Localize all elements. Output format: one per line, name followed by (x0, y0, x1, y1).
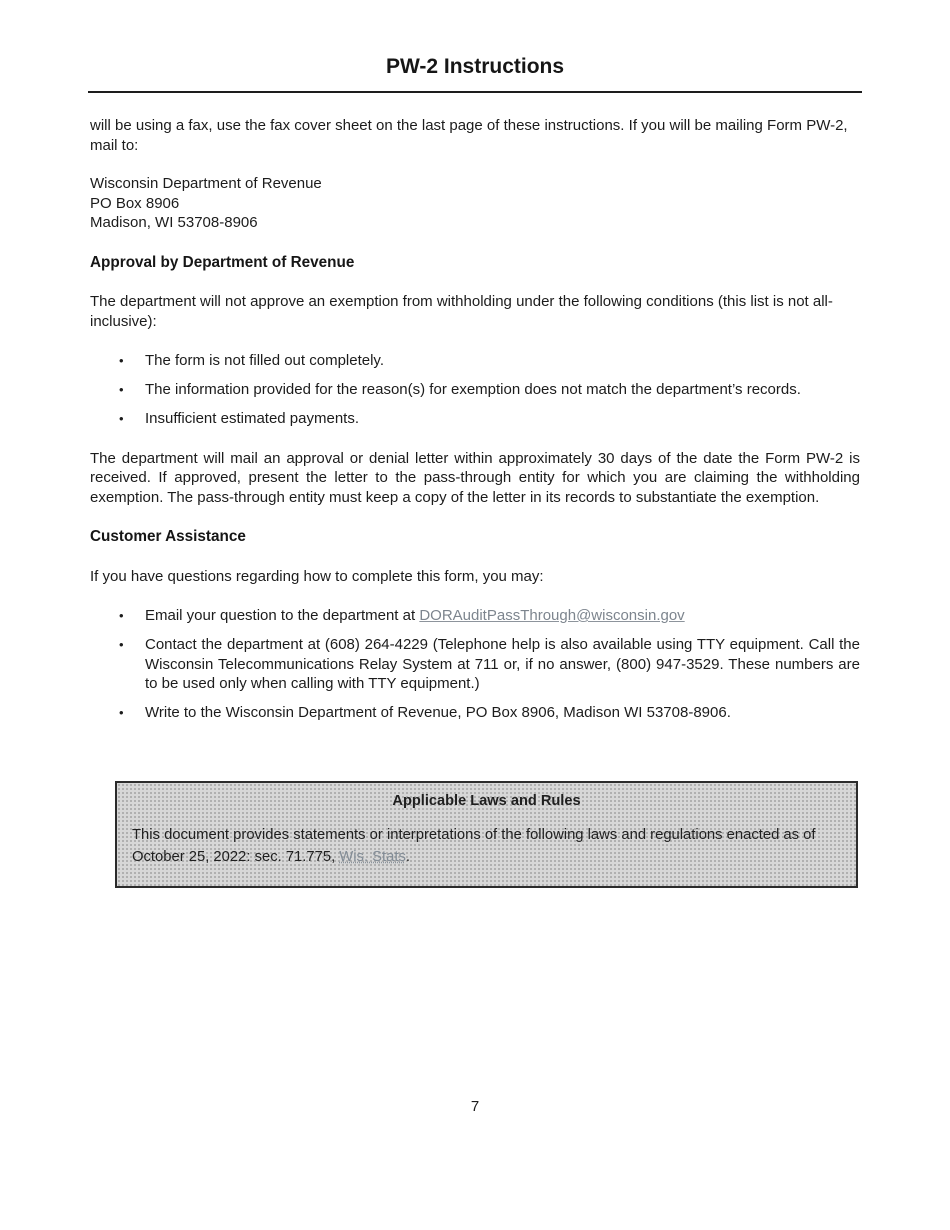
wis-stats-link[interactable]: Wis. Stats (339, 849, 406, 865)
laws-box-text (132, 824, 841, 869)
address-line-3: Madison, WI 53708-8906 (90, 214, 258, 231)
address-line-2: PO Box 8906 (90, 194, 180, 212)
email-bullet-text: Email your question to the department at (145, 607, 420, 624)
list-item (90, 703, 860, 723)
page-number: 7 (470, 1098, 480, 1115)
assistance-heading: Customer Assistance (90, 528, 246, 545)
contact-bullet-text: Contact the department at (608) 264-4229 (Telephone help is also available using TTY equipment. Call the Wisconsin Telecommunications Relay System at 711 or, if no answer, (800) 947-3529. These numbers are to be used only when calling with TTY equipment.) (145, 636, 860, 692)
list-item-text: The form is not filled out completely. (145, 352, 384, 369)
list-item (90, 409, 860, 429)
approval-bullet-list (90, 351, 860, 429)
page-title: PW-2 Instructions (385, 55, 565, 78)
list-item (90, 635, 860, 694)
title-rule (88, 91, 862, 93)
approval-closing-paragraph: The department will mail an approval or denial letter within approximately 30 days of the date the Form PW-2 is received. If approved, present the letter to the pass-through entity for which you are claiming the withholding exemption. The pass-through entity must keep a copy of the letter in its records to substantiate the exemption. (90, 449, 860, 506)
email-link[interactable]: DORAuditPassThrough@wisconsin.gov (419, 607, 685, 624)
laws-text-after-link: . (405, 849, 411, 865)
list-item-text: Insufficient estimated payments. (145, 410, 359, 427)
mailing-address (90, 174, 860, 233)
address-line-1: Wisconsin Department of Revenue (90, 175, 322, 192)
list-item (90, 351, 860, 371)
laws-text-before-link: This document provides statements or interpretations of the following laws and regulations enacted as of October 25, 2022: sec. 71.775, (132, 826, 816, 865)
approval-paragraph: The department will not approve an exemption from withholding under the following conditions (this list is not all-inclusive): (90, 293, 833, 330)
list-item (90, 380, 860, 400)
assistance-paragraph: If you have questions regarding how to complete this form, you may: (90, 567, 544, 585)
assistance-bullet-list (90, 606, 860, 723)
intro-paragraph: will be using a fax, use the fax cover sheet on the last page of these instructions. If you will be mailing Form PW-2, mail to: (90, 117, 848, 154)
laws-box-heading: Applicable Laws and Rules (392, 792, 581, 809)
list-item-text: The information provided for the reason(s) for exemption does not match the department’s records. (145, 381, 801, 398)
approval-heading: Approval by Department of Revenue (90, 253, 355, 271)
list-item (90, 606, 860, 626)
applicable-laws-box (115, 781, 858, 888)
write-bullet-text: Write to the Wisconsin Department of Revenue, PO Box 8906, Madison WI 53708-8906. (145, 704, 731, 721)
